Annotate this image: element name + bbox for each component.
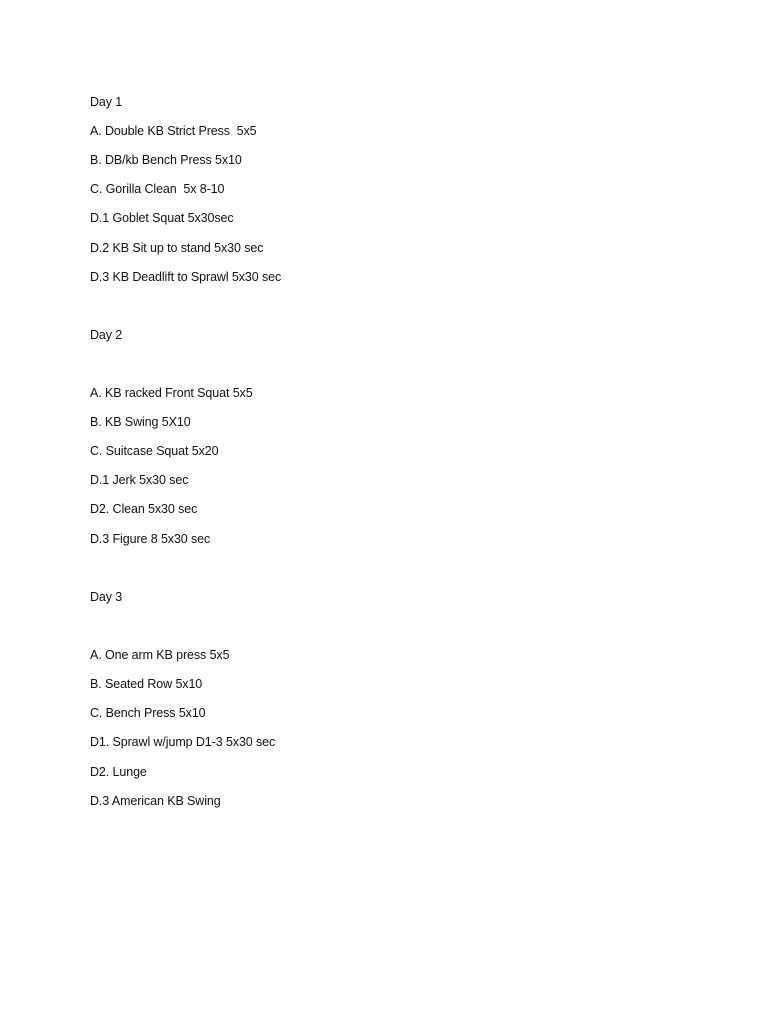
- day-2-item-d2: D2. Clean 5x30 sec: [90, 502, 198, 516]
- day-2-item-d1: D.1 Jerk 5x30 sec: [90, 473, 189, 487]
- day-2-item-b: B. KB Swing 5X10: [90, 415, 191, 429]
- day-1-item-d3: D.3 KB Deadlift to Sprawl 5x30 sec: [90, 270, 282, 284]
- day-3-item-a: A. One arm KB press 5x5: [90, 648, 230, 662]
- day-1-item-d1: D.1 Goblet Squat 5x30sec: [90, 211, 234, 225]
- day-1-item-a: A. Double KB Strict Press 5x5: [90, 124, 257, 138]
- day-2-item-c: C. Suitcase Squat 5x20: [90, 444, 219, 458]
- day-2-item-d3: D.3 Figure 8 5x30 sec: [90, 532, 211, 546]
- day-1-item-c: C. Gorilla Clean 5x 8-10: [90, 182, 225, 196]
- day-2-item-a: A. KB racked Front Squat 5x5: [90, 386, 253, 400]
- day-3-item-b: B. Seated Row 5x10: [90, 677, 203, 691]
- day-1-item-d2: D.2 KB Sit up to stand 5x30 sec: [90, 241, 264, 255]
- day-3-item-d3: D.3 American KB Swing: [90, 794, 221, 808]
- day-2-heading: Day 2: [90, 328, 123, 342]
- day-1-heading: Day 1: [90, 95, 123, 109]
- day-3-item-c: C. Bench Press 5x10: [90, 706, 206, 720]
- day-3-heading: Day 3: [90, 590, 123, 604]
- day-3-item-d1: D1. Sprawl w/jump D1-3 5x30 sec: [90, 735, 276, 749]
- day-1-item-b: B. DB/kb Bench Press 5x10: [90, 153, 242, 167]
- day-3-item-d2: D2. Lunge: [90, 765, 147, 779]
